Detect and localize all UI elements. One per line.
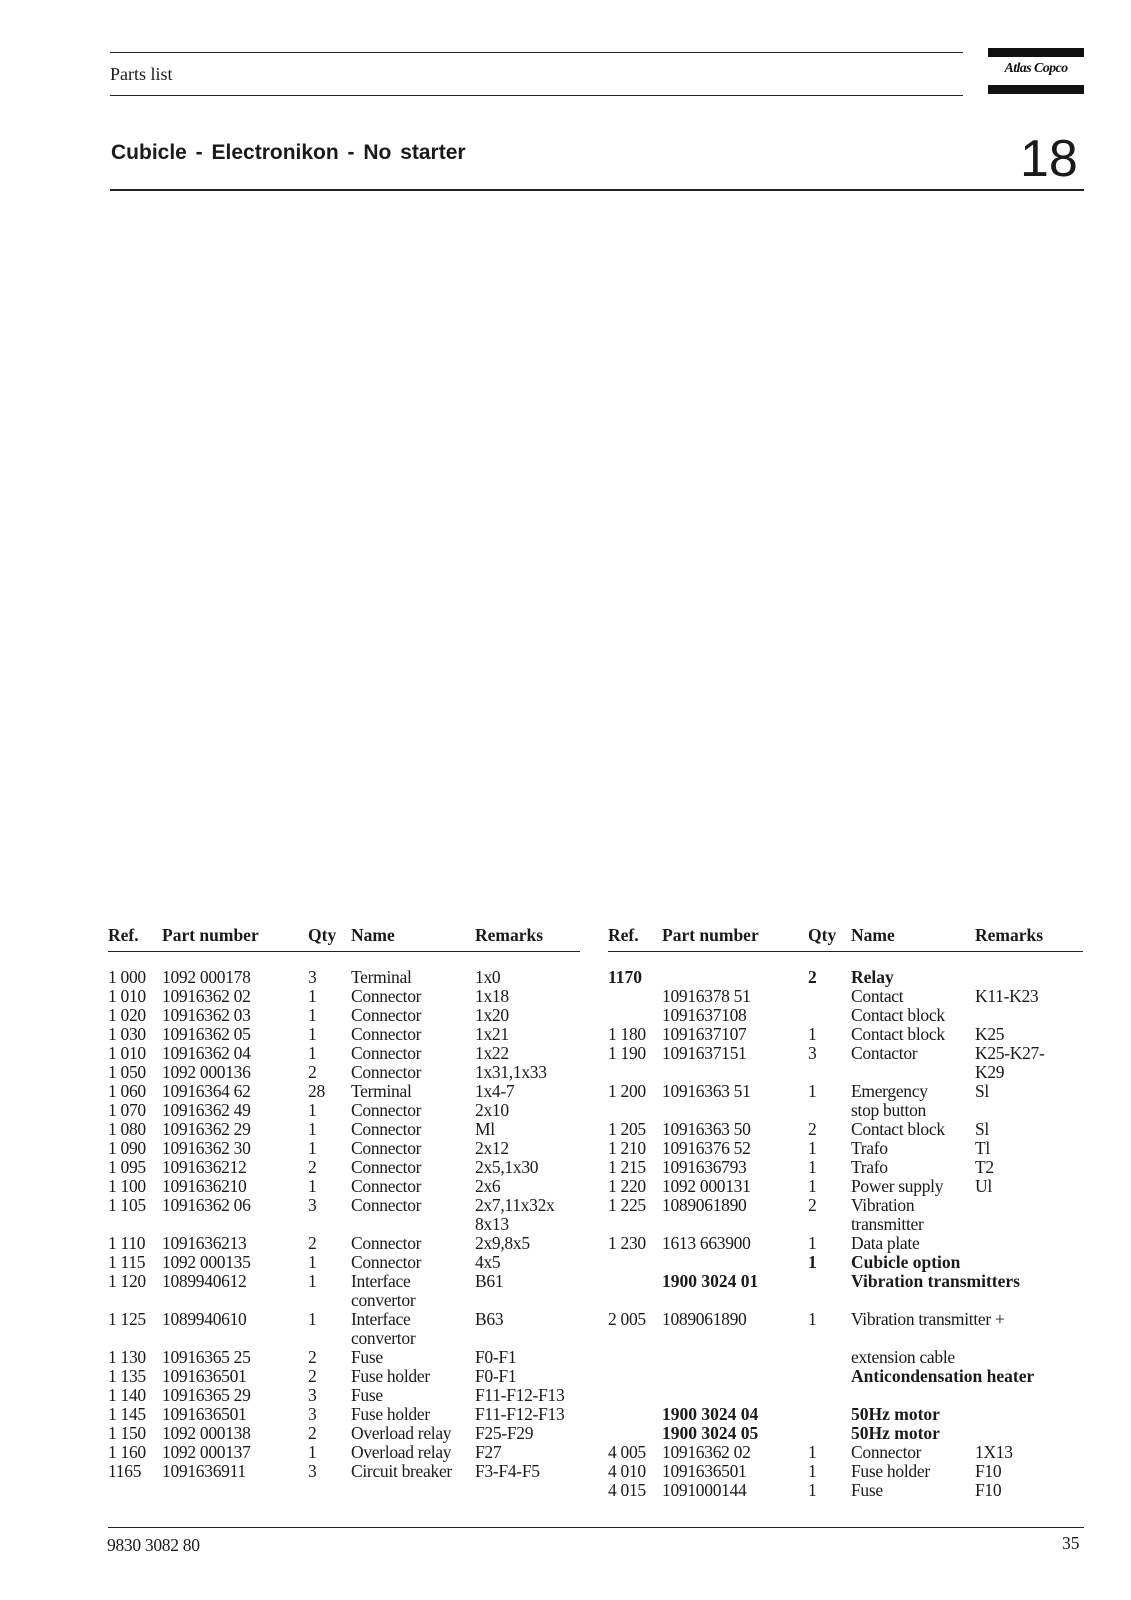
cell-name: Interface <box>351 1271 411 1291</box>
cell-ref: 1 225 <box>608 1195 646 1215</box>
cell-name: Cubicle option <box>851 1252 961 1272</box>
cell-remarks: 2x6 <box>475 1176 501 1196</box>
col-header-name: Name <box>351 925 395 945</box>
col-header-qty: Qty <box>308 925 337 945</box>
cell-name: Overload relay <box>351 1423 452 1443</box>
cell-qty: 2 <box>308 1366 317 1386</box>
cell-qty: 1 <box>308 1043 317 1063</box>
cell-ref: 1165 <box>108 1461 142 1481</box>
cell-qty: 1 <box>808 1157 817 1177</box>
cell-remarks: 2x7,11x32x <box>475 1195 555 1215</box>
cell-part-number: 1900 3024 04 <box>662 1404 759 1424</box>
cell-part-number: 10916362 02 <box>662 1442 751 1462</box>
cell-name: Connector <box>351 1252 422 1272</box>
cell-qty: 3 <box>308 1461 317 1481</box>
cell-remarks: Ul <box>975 1176 992 1196</box>
cell-qty: 1 <box>808 1081 817 1101</box>
cell-remarks: 2x5,1x30 <box>475 1157 539 1177</box>
logo-top-bar <box>988 48 1084 57</box>
cell-remarks: T2 <box>975 1157 994 1177</box>
cell-name: Fuse <box>351 1385 383 1405</box>
cell-part-number: 1900 3024 01 <box>662 1271 759 1291</box>
cell-part-number: 10916365 25 <box>162 1347 251 1367</box>
cell-part-number: 1091636213 <box>162 1233 247 1253</box>
cell-name: Interface <box>351 1309 411 1329</box>
cell-qty: 1 <box>308 1271 317 1291</box>
cell-name: Connector <box>351 1005 422 1025</box>
cell-remarks: F10 <box>975 1480 1002 1500</box>
cell-name: stop button <box>851 1100 926 1120</box>
cell-remarks: 1x21 <box>475 1024 509 1044</box>
cell-part-number: 1092 000137 <box>162 1442 251 1462</box>
cell-part-number: 1091637151 <box>662 1043 747 1063</box>
cell-remarks: Sl <box>975 1119 989 1139</box>
cell-part-number: 10916378 51 <box>662 986 751 1006</box>
cell-remarks: B63 <box>475 1309 504 1329</box>
cell-name: Fuse holder <box>351 1366 430 1386</box>
cell-remarks: Tl <box>975 1138 990 1158</box>
cell-name: Trafo <box>851 1138 888 1158</box>
cell-part-number: 1091636501 <box>662 1461 747 1481</box>
cell-ref: 1 000 <box>108 967 146 987</box>
cell-part-number: 10916362 49 <box>162 1100 251 1120</box>
cell-remarks: 1x31,1x33 <box>475 1062 547 1082</box>
page-number: 35 <box>1062 1533 1080 1553</box>
cell-ref: 4 005 <box>608 1442 646 1462</box>
cell-ref: 1 115 <box>108 1252 146 1272</box>
table-header-rule <box>108 951 580 952</box>
cell-ref: 1 180 <box>608 1024 646 1044</box>
cell-remarks: F11-F12-F13 <box>475 1385 565 1405</box>
cell-name: Connector <box>351 1024 422 1044</box>
cell-qty: 1 <box>308 1176 317 1196</box>
cell-part-number: 1091636210 <box>162 1176 247 1196</box>
cell-remarks: F11-F12-F13 <box>475 1404 565 1424</box>
cell-name: Overload relay <box>351 1442 452 1462</box>
cell-part-number: 10916362 06 <box>162 1195 251 1215</box>
cell-name: Fuse holder <box>351 1404 430 1424</box>
cell-name: Data plate <box>851 1233 920 1253</box>
cell-remarks: F25-F29 <box>475 1423 534 1443</box>
cell-remarks: F0-F1 <box>475 1347 517 1367</box>
document-number: 9830 3082 80 <box>107 1535 200 1555</box>
cell-remarks: 1x18 <box>475 986 509 1006</box>
cell-part-number: 1089061890 <box>662 1195 747 1215</box>
cell-name: Connector <box>351 1176 422 1196</box>
cell-name: extension cable <box>851 1347 955 1367</box>
cell-qty: 1 <box>808 1176 817 1196</box>
cell-remarks: 1x4-7 <box>475 1081 515 1101</box>
cell-part-number: 1089940610 <box>162 1309 247 1329</box>
cell-qty: 1 <box>808 1024 817 1044</box>
cell-qty: 2 <box>808 1195 817 1215</box>
cell-name: Connector <box>351 1195 422 1215</box>
cell-ref: 1 150 <box>108 1423 146 1443</box>
cell-qty: 2 <box>308 1347 317 1367</box>
cell-qty: 1 <box>308 1024 317 1044</box>
cell-remarks: 1x22 <box>475 1043 509 1063</box>
cell-qty: 2 <box>308 1062 317 1082</box>
cell-ref: 1 090 <box>108 1138 146 1158</box>
logo-text: Atlas Copco <box>1004 61 1068 76</box>
cell-name: 50Hz motor <box>851 1423 940 1443</box>
cell-ref: 4 015 <box>608 1480 646 1500</box>
cell-name: Vibration <box>851 1195 915 1215</box>
cell-name: Vibration transmitter + <box>851 1309 1005 1329</box>
cell-name: Trafo <box>851 1157 888 1177</box>
cell-name: Vibration transmitters <box>851 1271 1020 1291</box>
cell-part-number: 1900 3024 05 <box>662 1423 759 1443</box>
cell-qty: 1 <box>308 1138 317 1158</box>
brand-logo <box>988 48 1084 94</box>
cell-qty: 1 <box>808 1233 817 1253</box>
cell-name: Contact block <box>851 1024 945 1044</box>
cell-ref: 1 190 <box>608 1043 646 1063</box>
cell-name: Fuse <box>351 1347 383 1367</box>
cell-remarks: 2x9,8x5 <box>475 1233 530 1253</box>
cell-name: Fuse <box>851 1480 883 1500</box>
col-header-ref: Ref. <box>608 925 639 945</box>
cell-name: Power supply <box>851 1176 944 1196</box>
cell-part-number: 10916362 05 <box>162 1024 251 1044</box>
cell-ref: 1 060 <box>108 1081 146 1101</box>
cell-remarks: K25 <box>975 1024 1005 1044</box>
cell-ref: 2 005 <box>608 1309 646 1329</box>
cell-part-number: 1092 000178 <box>162 967 251 987</box>
cell-ref: 1 020 <box>108 1005 146 1025</box>
cell-ref: 1 080 <box>108 1119 146 1139</box>
cell-name: Fuse holder <box>851 1461 930 1481</box>
cell-remarks: K29 <box>975 1062 1005 1082</box>
cell-name: convertor <box>351 1328 416 1348</box>
cell-ref: 1 125 <box>108 1309 146 1329</box>
cell-part-number: 10916362 03 <box>162 1005 251 1025</box>
header-top-rule <box>110 52 963 53</box>
cell-part-number: 10916363 50 <box>662 1119 751 1139</box>
cell-ref: 1 010 <box>108 1043 146 1063</box>
table-header-rule <box>608 951 1083 952</box>
cell-ref: 1 070 <box>108 1100 146 1120</box>
header-bottom-rule <box>110 95 963 96</box>
cell-remarks: 1x20 <box>475 1005 509 1025</box>
cell-name: Contact block <box>851 1005 945 1025</box>
cell-name: Connector <box>351 1157 422 1177</box>
cell-remarks: K11-K23 <box>975 986 1039 1006</box>
cell-qty: 1 <box>308 1442 317 1462</box>
cell-qty: 3 <box>308 967 317 987</box>
cell-qty: 1 <box>808 1480 817 1500</box>
cell-qty: 1 <box>308 1309 317 1329</box>
cell-remarks: 8x13 <box>475 1214 509 1234</box>
cell-qty: 2 <box>808 967 817 987</box>
cell-part-number: 1091636501 <box>162 1404 247 1424</box>
cell-remarks: F27 <box>475 1442 502 1462</box>
cell-qty: 3 <box>308 1385 317 1405</box>
cell-ref: 1 140 <box>108 1385 146 1405</box>
section-label: Parts list <box>110 64 173 84</box>
page-title: Cubicle - Electronikon - No starter <box>111 141 466 164</box>
cell-ref: 1 200 <box>608 1081 646 1101</box>
cell-qty: 2 <box>308 1233 317 1253</box>
cell-qty: 2 <box>308 1157 317 1177</box>
title-rule <box>110 189 1084 191</box>
cell-part-number: 1091636501 <box>162 1366 247 1386</box>
cell-qty: 2 <box>308 1423 317 1443</box>
cell-ref: 1 120 <box>108 1271 146 1291</box>
cell-ref: 1 110 <box>108 1233 146 1253</box>
cell-name: Connector <box>351 1233 422 1253</box>
cell-ref: 1 160 <box>108 1442 146 1462</box>
logo-bottom-bar <box>988 85 1084 94</box>
cell-part-number: 1091636911 <box>162 1461 246 1481</box>
cell-ref: 1 215 <box>608 1157 646 1177</box>
cell-name: Anticondensation heater <box>851 1366 1035 1386</box>
chapter-number: 18 <box>1020 130 1078 188</box>
cell-remarks: Sl <box>975 1081 989 1101</box>
cell-name: Connector <box>351 1043 422 1063</box>
cell-qty: 1 <box>308 1005 317 1025</box>
cell-name: Connector <box>351 1100 422 1120</box>
cell-remarks: Ml <box>475 1119 495 1139</box>
cell-part-number: 1091636793 <box>662 1157 747 1177</box>
cell-part-number: 10916362 30 <box>162 1138 251 1158</box>
cell-part-number: 10916365 29 <box>162 1385 251 1405</box>
cell-remarks: K25-K27- <box>975 1043 1045 1063</box>
col-header-qty: Qty <box>808 925 837 945</box>
cell-name: Relay <box>851 967 894 987</box>
cell-part-number: 10916364 62 <box>162 1081 251 1101</box>
cell-part-number: 1091636212 <box>162 1157 247 1177</box>
cell-part-number: 1091000144 <box>662 1480 747 1500</box>
cell-name: Emergency <box>851 1081 928 1101</box>
cell-part-number: 1089940612 <box>162 1271 247 1291</box>
cell-qty: 1 <box>808 1461 817 1481</box>
cell-name: convertor <box>351 1290 416 1310</box>
cell-name: Terminal <box>351 1081 412 1101</box>
cell-qty: 1 <box>308 1252 317 1272</box>
cell-qty: 1 <box>808 1309 817 1329</box>
cell-remarks: 1x0 <box>475 967 501 987</box>
cell-part-number: 1091637108 <box>662 1005 747 1025</box>
cell-ref: 1170 <box>608 967 643 987</box>
col-header-remarks: Remarks <box>975 925 1044 945</box>
cell-qty: 3 <box>808 1043 817 1063</box>
cell-remarks: F10 <box>975 1461 1002 1481</box>
cell-ref: 1 010 <box>108 986 146 1006</box>
cell-ref: 1 210 <box>608 1138 646 1158</box>
cell-part-number: 10916376 52 <box>662 1138 751 1158</box>
cell-qty: 28 <box>308 1081 325 1101</box>
cell-qty: 1 <box>808 1252 817 1272</box>
cell-part-number: 10916362 29 <box>162 1119 251 1139</box>
cell-part-number: 10916363 51 <box>662 1081 751 1101</box>
cell-remarks: 4x5 <box>475 1252 501 1272</box>
cell-qty: 3 <box>308 1195 317 1215</box>
footer-rule <box>108 1527 1084 1528</box>
cell-qty: 2 <box>808 1119 817 1139</box>
cell-name: Connector <box>351 986 422 1006</box>
cell-ref: 1 095 <box>108 1157 146 1177</box>
cell-part-number: 1613 663900 <box>662 1233 751 1253</box>
cell-name: Connector <box>851 1442 922 1462</box>
col-header-name: Name <box>851 925 895 945</box>
cell-remarks: 2x10 <box>475 1100 509 1120</box>
cell-ref: 1 135 <box>108 1366 146 1386</box>
cell-ref: 1 100 <box>108 1176 146 1196</box>
cell-name: Connector <box>351 1119 422 1139</box>
cell-name: Contactor <box>851 1043 918 1063</box>
cell-name: Terminal <box>351 967 412 987</box>
cell-name: Contact <box>851 986 904 1006</box>
cell-ref: 1 105 <box>108 1195 146 1215</box>
cell-ref: 4 010 <box>608 1461 646 1481</box>
cell-remarks: F0-F1 <box>475 1366 517 1386</box>
cell-remarks: F3-F4-F5 <box>475 1461 540 1481</box>
cell-qty: 1 <box>808 1442 817 1462</box>
cell-ref: 1 205 <box>608 1119 646 1139</box>
cell-ref: 1 145 <box>108 1404 146 1424</box>
cell-remarks: 1X13 <box>975 1442 1013 1462</box>
cell-ref: 1 030 <box>108 1024 146 1044</box>
cell-part-number: 1092 000131 <box>662 1176 751 1196</box>
cell-remarks: 2x12 <box>475 1138 509 1158</box>
cell-qty: 3 <box>308 1404 317 1424</box>
cell-ref: 1 130 <box>108 1347 146 1367</box>
cell-ref: 1 050 <box>108 1062 146 1082</box>
cell-part-number: 1089061890 <box>662 1309 747 1329</box>
cell-ref: 1 230 <box>608 1233 646 1253</box>
cell-qty: 1 <box>308 986 317 1006</box>
cell-name: Circuit breaker <box>351 1461 452 1481</box>
cell-name: Contact block <box>851 1119 945 1139</box>
cell-name: Connector <box>351 1138 422 1158</box>
col-header-remarks: Remarks <box>475 925 544 945</box>
cell-qty: 1 <box>308 1100 317 1120</box>
cell-part-number: 1092 000138 <box>162 1423 251 1443</box>
col-header-part-number: Part number <box>662 925 759 945</box>
cell-qty: 1 <box>808 1138 817 1158</box>
cell-name: Connector <box>351 1062 422 1082</box>
cell-remarks: B61 <box>475 1271 504 1291</box>
cell-part-number: 1091637107 <box>662 1024 747 1044</box>
cell-name: transmitter <box>851 1214 924 1234</box>
col-header-part-number: Part number <box>162 925 259 945</box>
cell-part-number: 1092 000135 <box>162 1252 251 1272</box>
cell-ref: 1 220 <box>608 1176 646 1196</box>
col-header-ref: Ref. <box>108 925 139 945</box>
cell-part-number: 10916362 04 <box>162 1043 251 1063</box>
cell-qty: 1 <box>308 1119 317 1139</box>
cell-part-number: 1092 000136 <box>162 1062 251 1082</box>
cell-part-number: 10916362 02 <box>162 986 251 1006</box>
cell-name: 50Hz motor <box>851 1404 940 1424</box>
